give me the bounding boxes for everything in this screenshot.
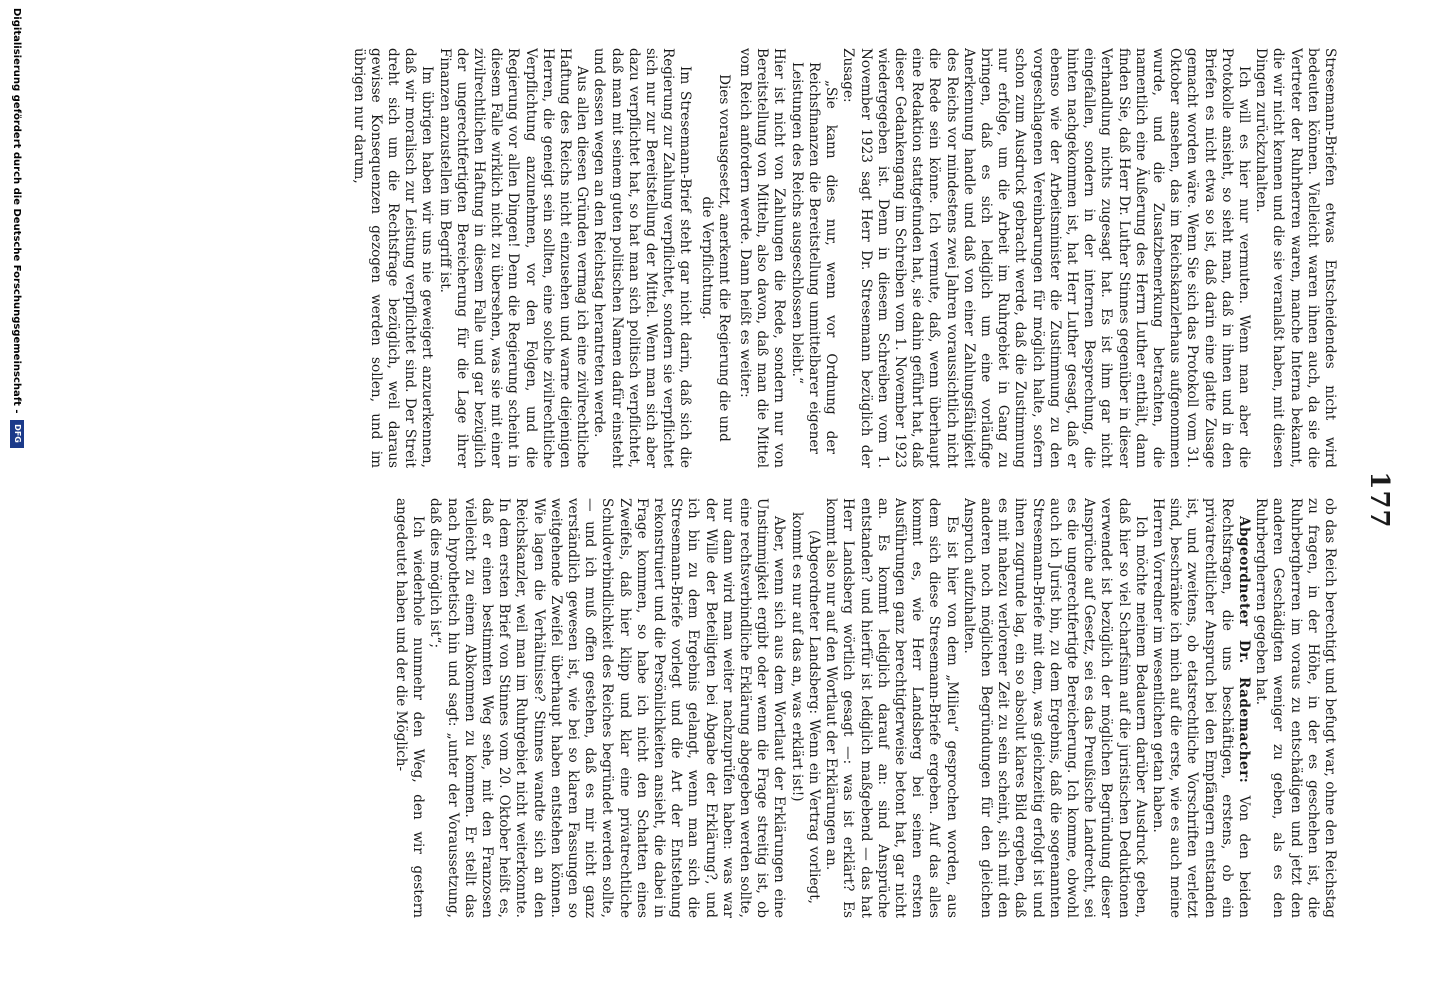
paragraph: Es ist hier von dem „Milieu“ gesprochen worden, aus dem sich diese Stresemann-Briefe ergeben. Auf das alles kommt es, wie Herr Landsberg bei seinen ersten Ausführungen ganz berechtigterweise betont hat, gar nicht an. Es kommt lediglich darauf an: sind Ansprüche entstanden? und hierfür ist lediglich maßgebend — das hat Herr Landsberg wörtlich gesagt —: was ist erklärt? Es kommt also nur auf den Wortlaut der Erklärungen an. <box>823 498 960 918</box>
credit-text: Digitalisierung gefördert durch die Deutsche Forschungsgemeinschaft - <box>11 8 23 414</box>
page-number: 177 <box>1364 471 1394 529</box>
paragraph: Ich wiederhole nunmehr den Weg, den wir gestern angedeutet haben und der die Möglich- <box>393 498 427 918</box>
paragraph: Hier ist nicht von Zahlungen die Rede, sondern nur von Bereitstellung von Mitteln, also davon, daß man die Mittel vom Reich anfordern werde. Dann heißt es weiter: <box>737 48 788 468</box>
speaker-paragraph <box>1149 498 1252 918</box>
right-column <box>108 498 1338 918</box>
paragraph: Im übrigen haben wir uns nie geweigert anzuerkennen, daß wir moralisch zur Leistung verpflichtet sind. Der Streit dreht sich um die Rechtsfrage bezüglich, weil daraus gewisse Konsequenzen gezogen werden sollen, und im übrigen nur darum, <box>350 48 436 468</box>
digitization-credit <box>10 0 24 1000</box>
left-column <box>108 48 1338 468</box>
paragraph: Im Stresemann-Brief steht gar nicht darin, daß sich die Regierung zur Zahlung verpflichtet, sondern sie verpflichtet sich nur zur Bereitstellung der Mittel. Wenn man sich aber dazu verpflichtet hat, so hat man sich politisch verpflichtet, daß man mit seinem guten politischen Namen dafür einsteht und dessen wegen an den Reichstag herantreten werde. <box>591 48 694 468</box>
paragraph: Aus allen diesen Gründen vermag ich eine zivilrechtliche Haftung des Reichs nicht einzusehen und warne diejenigen Herren, die geneigt sein sollten, eine solche zivilrechtliche Verpflichtung anzunehmen, vor den Folgen, und die Regierung vor allen Dingen! Denn die Regierung scheint in diesem Falle wirklich nicht zu übersehen, was sie mit einer zivilrechtlichen Haftung in diesem Falle und gar bezüglich der ungerechtfertigten Bereicherung für die Lage ihrer Finanzen anzustellen im Begriff ist. <box>436 48 591 468</box>
paragraph: ob das Reich berechtigt und befugt war, ohne den Reichstag zu fragen, in der Höhe, in der es geschehen ist, die Ruhrbergherren im voraus zu entschädigen und jetzt den anderen Geschädigten weniger zu geben, als es den Ruhrbergherren gegeben hat. <box>1253 498 1338 918</box>
paragraph: Stresemann-Briefen etwas Entscheidendes nicht wird bedeuten können. Vielleicht waren ihnen auch, da sie die Vertreter der Ruhrherren waren, manche Interna bekannt, die wir nicht kennen und die sie veranlaßt haben, mit diesen Dingen zurückzuhalten. <box>1253 48 1338 468</box>
paragraph: Ich will es hier nur vermuten. Wenn man aber die Protokolle ansieht, so sieht man, daß in ihnen und in den Briefen es nicht etwa so ist, daß darin eine glatte Zusage gemacht worden wäre. Wenn Sie sich das Protokoll vom 31. Oktober ansehen, das im Reichskanzlerhaus aufgenommen wurde, und die Zusatzbemerkung betrachten, die namentlich eine Äußerung des Herrn Luther enthält, dann finden Sie, daß Herr Dr. Luther Stinnes gegenüber in dieser Verhandlung nichts zugesagt hat. Es ist ihm gar nicht eingefallen, sondern in der internen Besprechung, die hinten nachgekommen ist, hat Herr Luther gesagt, daß er ebenso wie der Arbeitsminister die Zustimmung zu den vorgeschlagenen Vereinbarungen für möglich halte, sofern schon zum Ausdruck gebracht werde, daß die Zustimmung nur erfolge, um die Arbeit im Ruhrgebiet in Gang zu bringen, daß es sich lediglich um eine vorläufige Anerkennung handle und daß von einer Zahlungsfähigkeit des Reichs vor mindestens zwei Jahren voraussichtlich nicht die Rede sein könne. Ich vermute, daß, wenn überhaupt eine Redaktion stattgefunden hat, sie dahin geführt hat, daß dieser Gedankengang im Schreiben vom 1. November 1923 wiedergegeben ist. Denn in diesem Schreiben vom 1. November 1923 sagt Herr Dr. Stresemann bezüglich der Zusage: <box>840 48 1252 468</box>
dfg-logo: DFG <box>10 420 24 448</box>
quotation: „Sie kann dies nur, wenn vor Ordnung der Reichsfinanzen die Bereitstellung unmittelbarer eigener Leistungen des Reichs ausgeschlossen bleibt.“ <box>788 62 840 454</box>
centered-statement: Dies vorausgesetzt, anerkennt die Regierung die und die Verpflichtung. <box>698 74 732 442</box>
interjection: (Abgeordneter Landsberg: Wenn ein Vertrag vorliegt, kommt es nur auf das an, was erklärt ist!) <box>788 512 822 904</box>
text-columns <box>108 48 1338 918</box>
speaker-text: Von den beiden Rechtsfragen, die uns beschäftigen, erstens, ob ein privatrechtlicher Anspruch bei den Empfängern entstanden ist, und zweitens, ob etatsrechtliche Vorschriften verletzt sind, beschränke ich mich auf die erste, wie es auch meine Herren Vorredner im wesentlichen getan haben. <box>1149 498 1252 918</box>
speaker-name: Abgeordneter Dr. Rademacher: <box>1235 516 1252 784</box>
paragraph: Ich möchte meinem Bedauern darüber Ausdruck geben, daß hier so viel Scharfsinn auf die juristischen Deduktionen verwendet ist bezüglich der möglichen Begründung dieser Ansprüche auf Gesetz, sei es das Preußische Landrecht, sei es die ungerechtfertigte Bereicherung. Ich komme, obwohl auch ich Jurist bin, zu dem Ergebnis, daß die sogenannten Stresemann-Briefe mit dem, was gleichzeitig erfolgt ist und ihnen zugrunde lag, ein so absolut klares Bild ergeben, daß es mit nahezu verlorener Zeit zu sein scheint, sich mit den anderen noch möglichen Begründungen für den gleichen Anspruch aufzuhalten. <box>960 498 1149 918</box>
paragraph: Aber, wenn sich aus dem Wortlaut der Erklärungen eine Unstimmigkeit ergibt oder wenn die Frage streitig ist, ob eine rechtsverbindliche Erklärung abgegeben werden sollte, nur dann wird man weiter nachzuprüfen haben: was war der Wille der Beteiligten bei Abgabe der Erklärung?, und ich bin zu dem Ergebnis gelangt, wenn man sich die Stresemann-Briefe vorlegt und die Art der Entstehung rekonstruiert und die Persönlichkeiten ansieht, die dabei in Frage kommen, so habe ich nicht den Schatten eines Zweifels, daß hier klipp und klar eine privatrechtliche Schuldverbindlichkeit des Reiches begründet werden sollte, — und ich muß offen gestehen, daß es mir nicht ganz verständlich gewesen ist, wie bei so klaren Fassungen so weitgehende Zweifel überhaupt haben entstehen können. Wie lagen die Verhältnisse? Stinnes wandte sich an den Reichskanzler, weil man im Ruhrgebiet nicht weiterkonnte. In dem ersten Brief von Stinnes vom 20. Oktober heißt es, daß er einen bestimmten Weg sehe, mit den Franzosen vielleicht zu einem Abkommen zu kommen. Er stellt das nach hypothetisch hin und sagt: „unter der Voraussetzung, daß dies möglich ist“; <box>427 498 788 918</box>
